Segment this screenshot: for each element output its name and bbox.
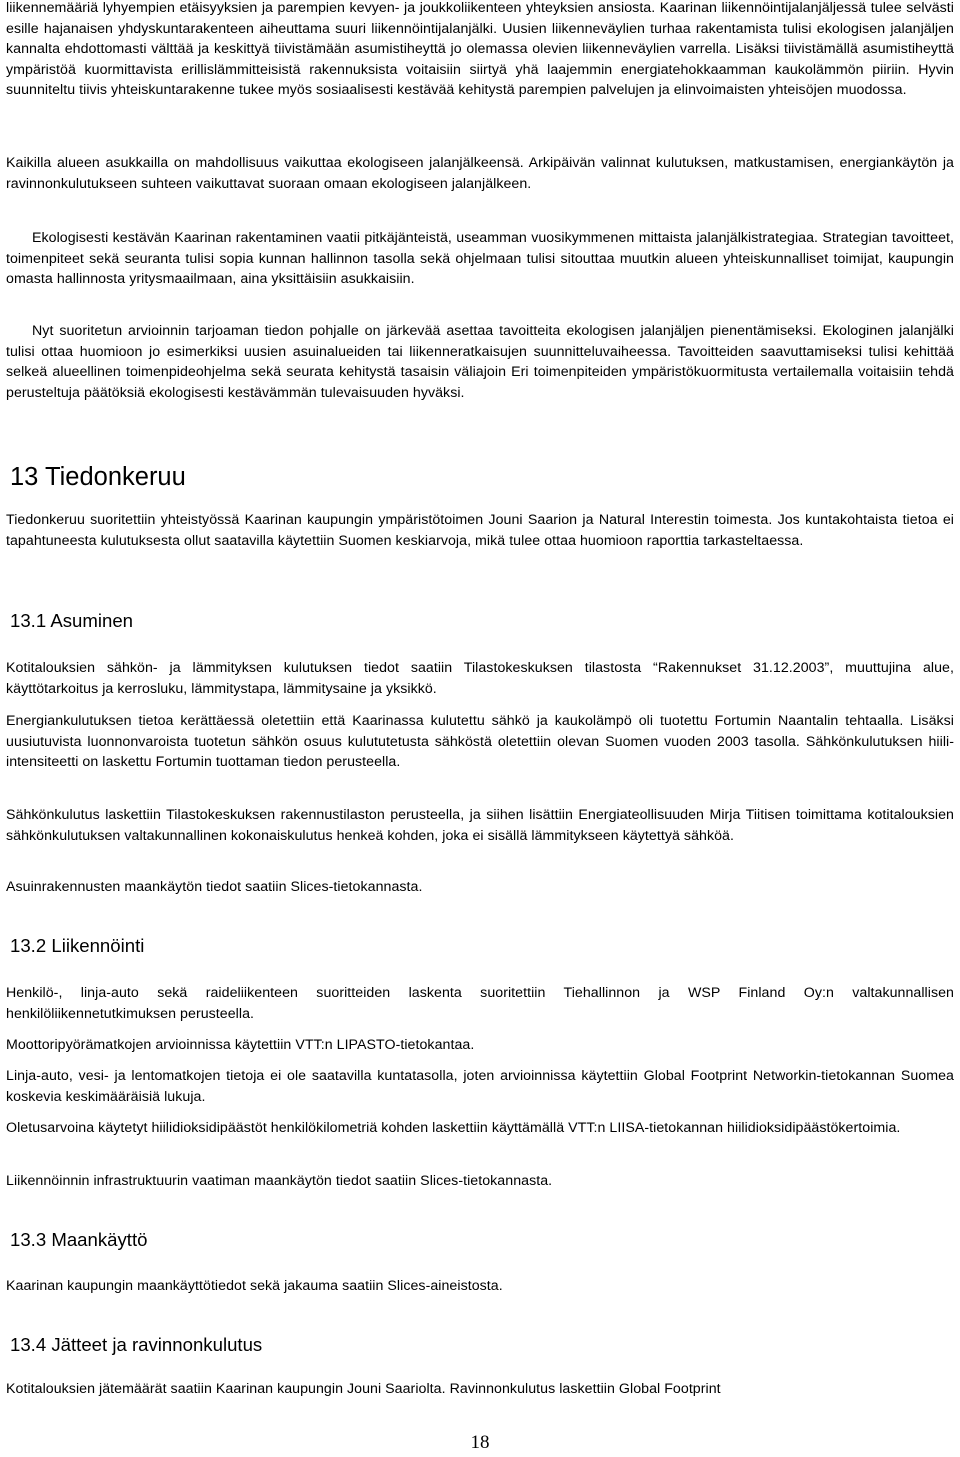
paragraph: Liikennöinnin infrastruktuurin vaatiman maankäytön tiedot saatiin Slices-tietokannasta. — [6, 1173, 553, 1189]
section-body — [6, 1276, 954, 1297]
subsection-heading: 13.3 Maankäyttö — [10, 1229, 148, 1250]
section-body — [6, 510, 954, 551]
section-body — [6, 1171, 954, 1192]
section-body — [6, 711, 954, 773]
intro-section — [6, 153, 954, 194]
section-body — [6, 1118, 954, 1139]
paragraph: Kaikilla alueen asukkailla on mahdollisuus vaikuttaa ekologiseen jalanjälkeensä. Arkipäivän valinnat kulutuksen, matkustamisen, energiankäytön ja ravinnonkulutukseen suhteen vaikuttavat suoraan omaan ekologiseen jalanjälkeen. — [6, 155, 954, 192]
paragraph: Asuinrakennusten maankäytön tiedot saatiin Slices-tietokannasta. — [6, 879, 423, 895]
paragraph: Linja-auto, vesi- ja lentomatkojen tietoja ei ole saatavilla kuntatasolla, joten arvioinnissa käytettiin Global Footprint Networkin-tietokannan Suomea koskevia keskimääräisiä lukuja. — [6, 1068, 954, 1105]
paragraph: Oletusarvoina käytetyt hiilidioksidipäästöt henkilökilometriä kohden laskettiin käyttämällä VTT:n LIISA-tietokannan hiilidioksidipäästökertoimia. — [6, 1120, 901, 1136]
section-body — [6, 877, 954, 898]
section-body — [6, 1379, 954, 1400]
paragraph: Energiankulutuksen tietoa kerättäessä oletettiin että Kaarinassa kulutettu sähkö ja kaukolämpö oli tuotettu Fortumin Naantalin tehtaalla. Lisäksi uusiutuvista luonnonvaroista tuotetun sähkön osuus kulututetusta sähköstä oletettiin olevan Suomen vuoden 2003 tasolla. Sähkönkulutuksen hiili-intensiteetti on laskettu Fortumin tuottaman tiedon perusteella. — [6, 713, 954, 771]
paragraph: Nyt suoritetun arvioinnin tarjoaman tiedon pohjalle on järkevää asettaa tavoitteita ekologisen jalanjäljen pienentämiseksi. Ekologinen jalanjälki tulisi ottaa huomioon jo esimerkiksi uusien asuinalueiden tai liikenneratkaisujen suunnitteluvaiheessa. Tavoitteiden saavuttamiseksi tulisi kehittää selkeä alueellinen toimenpideohjelma sekä seurata kehitystä tasaisin väliajoin Eri toimenpiteiden ympäristökuormitusta vertailemalla voitaisiin tehdä perusteltuja päätöksiä ekologisesti kestävämmän tulevaisuuden hyväksi. — [6, 323, 954, 401]
section-body — [6, 658, 954, 699]
intro-section — [6, 0, 954, 101]
intro-section — [6, 321, 954, 403]
paragraph: Kaarinan kaupungin maankäyttötiedot sekä jakauma saatiin Slices-aineistosta. — [6, 1278, 503, 1294]
subsection-heading: 13.2 Liikennöinti — [10, 935, 145, 956]
subsection-heading: 13.1 Asuminen — [10, 610, 134, 631]
subsection-heading: 13.4 Jätteet ja ravinnonkulutus — [10, 1334, 263, 1355]
paragraph: Sähkönkulutus laskettiin Tilastokeskuksen rakennustilaston perusteella, ja siihen lisättiin Energiateollisuuden Mirja Tiitisen toimittama kotitalouksien sähkönkulutuksen valtakunnallinen kokonaiskulutus henkeä kohden, joka ei sisällä lämmitykseen käytettyä sähköä. — [6, 807, 954, 844]
intro-section — [6, 228, 954, 290]
page-number: 18 — [470, 1432, 490, 1453]
paragraph: Kotitalouksien sähkön- ja lämmityksen kulutuksen tiedot saatiin Tilastokeskuksen tilastosta “Rakennukset 31.12.2003”, muuttujina alue, käyttötarkoitus ja kerrosluku, lämmitystapa, lämmitysaine ja yksikkö. — [6, 660, 954, 697]
paragraph: Moottoripyörämatkojen arvioinnissa käytettiin VTT:n LIPASTO-tietokantaa. — [6, 1037, 475, 1053]
section-body — [6, 1035, 954, 1056]
section-body — [6, 1066, 954, 1107]
paragraph: Tiedonkeruu suoritettiin yhteistyössä Kaarinan kaupungin ympäristötoimen Jouni Saarion ja Natural Interestin toimesta. Jos kuntakohtaista tietoa ei tapahtuneesta kulutuksesta ollut saatavilla käytettiin Suomen keskiarvoja, mikä tulee ottaa huomioon raporttia tarkasteltaessa. — [6, 512, 954, 549]
paragraph: Kotitalouksien jätemäärät saatiin Kaarinan kaupungin Jouni Saariolta. Ravinnonkulutus laskettiin Global Footprint — [6, 1381, 721, 1397]
paragraph: Ekologisesti kestävän Kaarinan rakentaminen vaatii pitkäjänteistä, useamman vuosikymmenen mittaista jalanjälkistrategiaa. Strategian tavoitteet, toimenpiteet sekä seuranta tulisi sopia kunnan hallinnon tasolla sekä ohjelmaan tulisi sitouttaa muutkin alueen yhteiskunnalliset toimijat, kaupungin omasta hallinnosta yritysmaailmaan, aina yksittäisiin asukkaisiin. — [6, 230, 954, 288]
section-body — [6, 805, 954, 846]
section-body — [6, 983, 954, 1024]
paragraph: liikennemääriä lyhyempien etäisyyksien ja parempien kevyen- ja joukkoliikenteen yhteyksien ansiosta. Kaarinan liikennöintijalanjäljessä tulee selvästi esille hajanaisen yhdyskuntarakenteen aiheuttama suuri liikennöintijalanjälki. Uusien liikenneväylien turhaa rakentamista tulisi ekologisen jalanjäljen kannalta ehdottomasti välttää ja keskittyä tiivistämään asumistiheyttä jo olemassa olevien liikenneväylien varrella. Lisäksi tiivistämällä asumistiheyttä ympäristöä kuormittavista erillislämmitteisistä rakennuksista voitaisiin siirtyä yhä laajemmin energiatehokkaamman kaukolämmön piiriin. Hyvin suunniteltu tiivis yhteiskuntarakenne tukee myös sosiaalisesti kestävää kehitystä parempien palvelujen ja elinvoimaisten yhteisöjen muodossa. — [6, 0, 954, 99]
paragraph: Henkilö-, linja-auto sekä raideliikenteen suoritteiden laskenta suoritettiin Tiehallinnon ja WSP Finland Oy:n valtakunnallisen henkilöliikennetutkimuksen perusteella. — [6, 985, 954, 1022]
section-heading: 13 Tiedonkeruu — [10, 463, 186, 491]
